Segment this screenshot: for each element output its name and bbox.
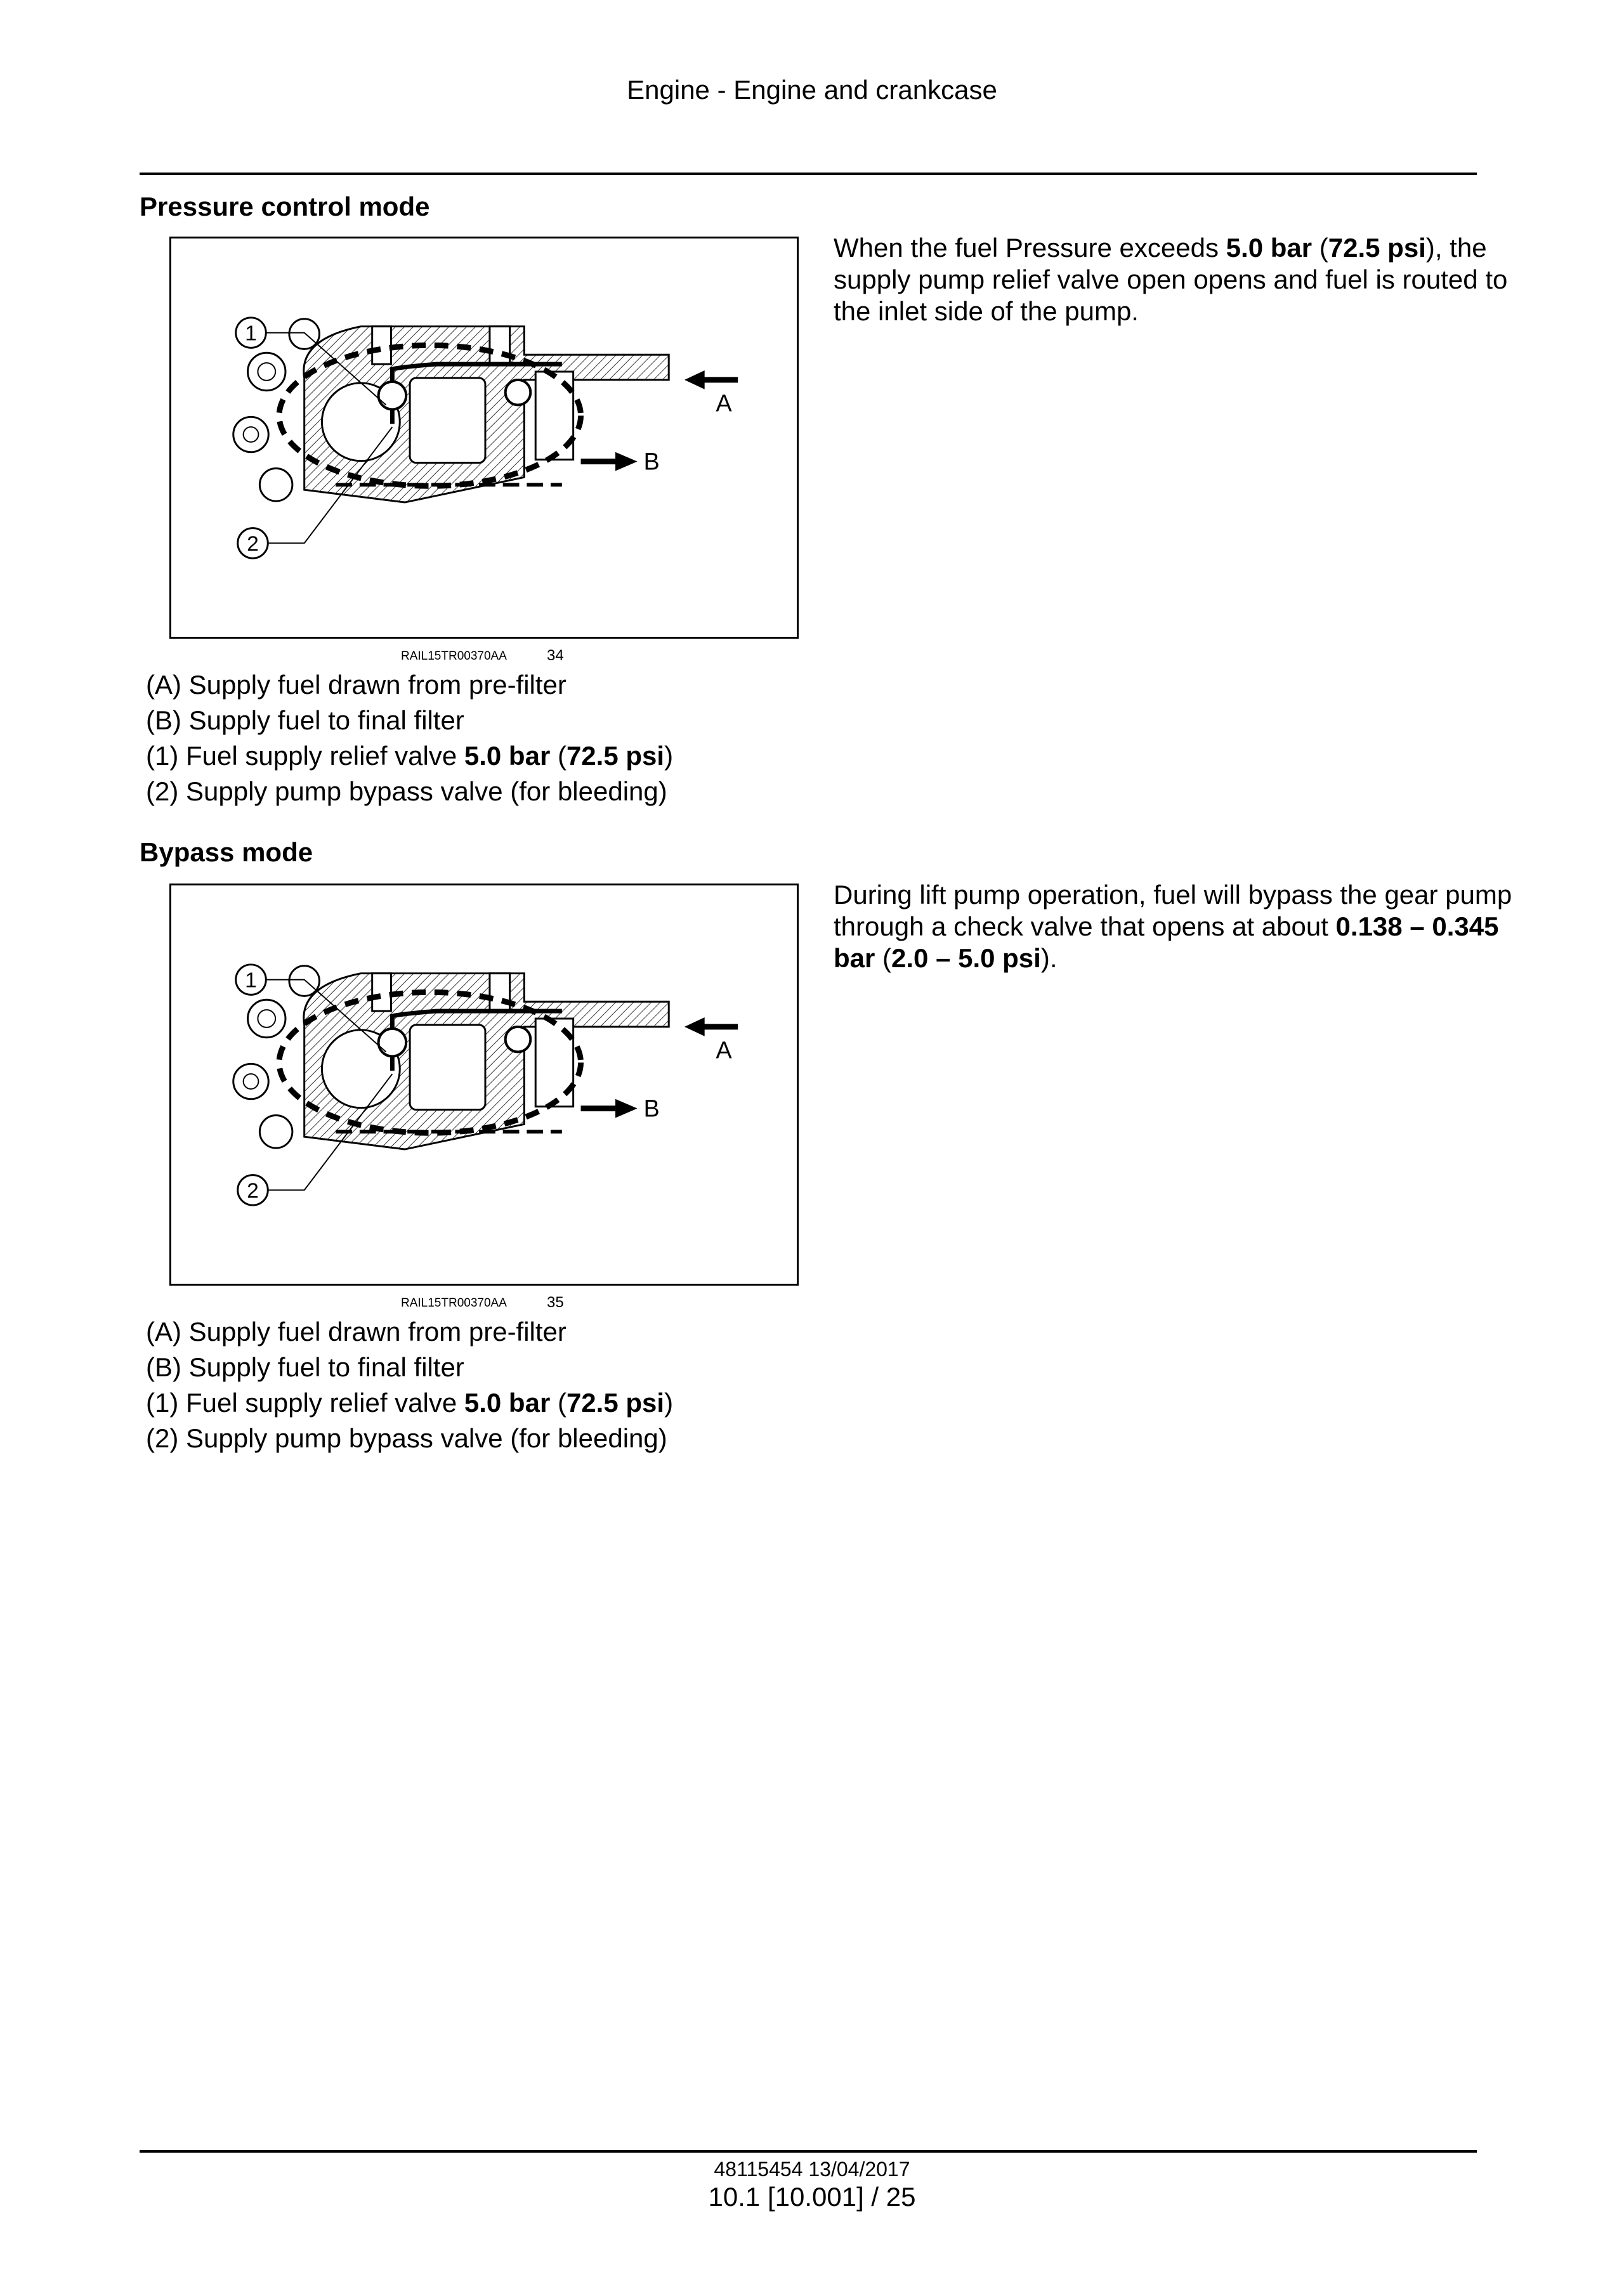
figure-ref: RAIL15TR00370AA bbox=[401, 649, 507, 663]
header-rule bbox=[140, 173, 1477, 175]
body-text-pressure-control: When the fuel Pressure exceeds 5.0 bar (72.5 psi), the supply pump relief valve open opens and fuel is routed to the inlet side of the pump. bbox=[834, 233, 1508, 326]
figure-number: 35 bbox=[547, 1294, 564, 1311]
figure-bypass bbox=[169, 884, 799, 1286]
figure-ref: RAIL15TR00370AA bbox=[401, 1296, 507, 1310]
pump-diagram bbox=[171, 238, 797, 637]
body-text-bypass: During lift pump operation, fuel will bypass the gear pump through a check valve that opens at about 0.138 – 0.345 bar (2.0 – 5.0 psi). bbox=[834, 880, 1512, 973]
footer-doc-number: 48115454 13/04/2017 bbox=[714, 2158, 910, 2181]
legend-item: (1) Fuel supply relief valve 5.0 bar (72.5 psi) bbox=[146, 1388, 674, 1418]
footer-page-number: 10.1 [10.001] / 25 bbox=[708, 2182, 916, 2212]
figure-pressure-control bbox=[169, 237, 799, 639]
callout-a: A bbox=[716, 389, 732, 417]
callout-2: 2 bbox=[247, 1179, 259, 1203]
header-title: Engine - Engine and crankcase bbox=[627, 75, 997, 105]
footer-rule bbox=[140, 2150, 1477, 2153]
callout-a: A bbox=[716, 1036, 732, 1064]
pump-diagram bbox=[171, 885, 797, 1284]
callout-1: 1 bbox=[245, 969, 257, 993]
legend-item: (B) Supply fuel to final filter bbox=[146, 1352, 464, 1382]
legend-item: (1) Fuel supply relief valve 5.0 bar (72.5 psi) bbox=[146, 741, 674, 771]
legend-bypass bbox=[146, 1314, 673, 1456]
legend-item: (2) Supply pump bypass valve (for bleeding) bbox=[146, 1423, 667, 1453]
section-title-pressure-control: Pressure control mode bbox=[140, 192, 430, 221]
figure-number: 34 bbox=[547, 647, 564, 664]
callout-b: B bbox=[643, 1095, 660, 1122]
legend-item: (A) Supply fuel drawn from pre-filter bbox=[146, 670, 566, 700]
legend-item: (A) Supply fuel drawn from pre-filter bbox=[146, 1317, 566, 1347]
legend-item: (2) Supply pump bypass valve (for bleeding) bbox=[146, 776, 667, 806]
legend-pressure-control bbox=[146, 667, 673, 809]
callout-b: B bbox=[643, 448, 660, 475]
callout-2: 2 bbox=[247, 532, 259, 556]
legend-item: (B) Supply fuel to final filter bbox=[146, 705, 464, 735]
section-title-bypass: Bypass mode bbox=[140, 837, 313, 867]
callout-1: 1 bbox=[245, 322, 257, 346]
